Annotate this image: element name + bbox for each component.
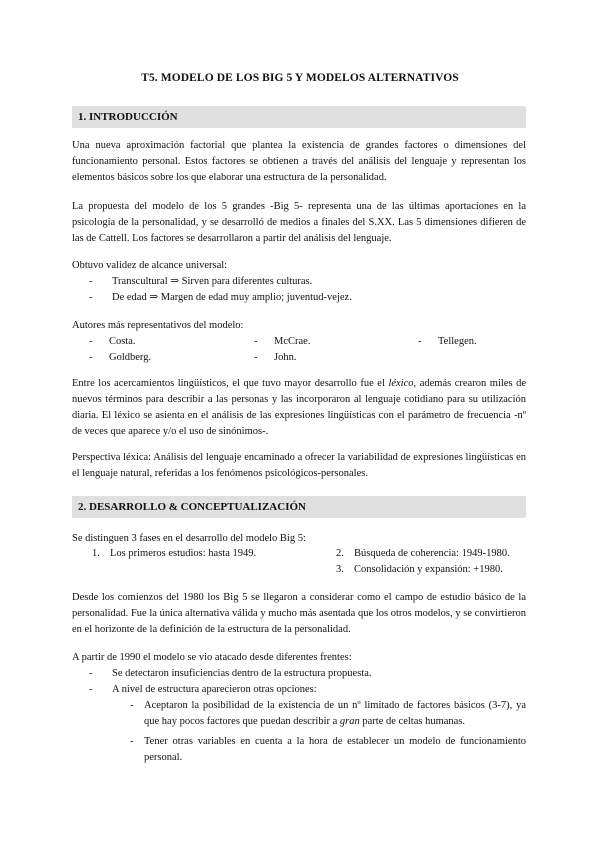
- sub-list-item: [72, 734, 526, 766]
- intro-paragraph-2: [72, 199, 526, 247]
- lexical-text-part: Entre los acercamientos lingüísticos, el que tuvo mayor desarrollo fue el: [72, 378, 389, 389]
- author-name: John.: [274, 352, 297, 363]
- lexical-perspective-text: Perspectiva léxica: Análisis del lenguaje encaminado a ofrecer la variabilidad de expresiones lingüísticas en el lenguaje natural, referidas a los fenómenos psicológicos-personales.: [72, 452, 526, 479]
- validity-intro: Obtuvo validez de alcance universal:: [72, 260, 228, 271]
- author-name: Tellegen.: [438, 336, 477, 347]
- page-title: T5. MODELO DE LOS BIG 5 Y MODELOS ALTERNATIVOS: [141, 72, 459, 84]
- phase-label: Búsqueda de coherencia: 1949-1980.: [354, 548, 510, 559]
- sub-list: [72, 698, 526, 766]
- phases-intro: Se distinguen 3 fases en el desarrollo del modelo Big 5:: [72, 533, 306, 544]
- list-item: [72, 682, 526, 698]
- dash-bullet: -: [89, 668, 93, 679]
- validity-list: [72, 274, 526, 306]
- attacks-list: [72, 666, 526, 698]
- development-paragraph-text: Desde los comienzos del 1980 los Big 5 se llegaron a considerar como el campo de estudio básico de la personalidad. Fue la única alternativa válida y mucho más asentada que los otros modelos, y se convirtieron en el horizonte de la definición de la estructura de la personalidad.: [72, 592, 526, 635]
- development-paragraph: [72, 590, 526, 638]
- dash-bullet: -: [254, 352, 258, 363]
- list-item: [72, 274, 526, 290]
- author-name: Goldberg.: [109, 352, 152, 363]
- lexical-perspective-paragraph: [72, 450, 526, 482]
- list-item-text: Se detectaron insuficiencias dentro de la estructura propuesta.: [112, 668, 372, 679]
- phase-item: [336, 562, 526, 578]
- list-item-text: Transcultural ⇒ Sirven para diferentes culturas.: [112, 276, 313, 287]
- phase-number: 1.: [92, 548, 100, 559]
- authors-list: [72, 334, 526, 366]
- sub-list-item-text: Tener otras variables en cuenta a la hora de establecer un modelo de funcionamiento personal.: [144, 736, 526, 763]
- dash-bullet: -: [254, 336, 258, 347]
- lexical-text-part: , además crearon miles de nuevos términos para describir a las personas y las incorporaron al lenguaje cotidiano para su utilización diaria. El léxico se asienta en el análisis de las expresiones lingüísticas con el parámetro de frecuencia -nº de veces que aparece y/o el uso de sinónimos-.: [72, 378, 526, 437]
- list-item-text: A nivel de estructura aparecieron otras opciones:: [112, 684, 317, 695]
- attacks-intro: A partir de 1990 el modelo se vio atacado desde diferentes frentes:: [72, 652, 352, 663]
- section-heading-desarrollo: 2. DESARROLLO & CONCEPTUALIZACIÓN: [72, 496, 526, 518]
- phase-item: [92, 546, 292, 562]
- list-item-text: De edad ⇒ Margen de edad muy amplio; juventud-vejez.: [112, 292, 352, 303]
- list-item: [72, 666, 526, 682]
- sub-emphasis: gran: [339, 716, 360, 727]
- phase-number: 3.: [336, 564, 344, 575]
- sub-text-part: parte de celtas humanas.: [359, 716, 466, 727]
- intro-paragraph-1-text: Una nueva aproximación factorial que plantea la existencia de grandes factores o dimensiones del funcionamiento personal. Estos factores se obtienen a través del análisis del lenguaje y representan los elementos básicos sobre los que elaborar una estructura de la personalidad.: [72, 140, 526, 183]
- dash-bullet: -: [89, 292, 93, 303]
- sub-list-item-text: [144, 698, 526, 730]
- lexical-paragraph-text: [72, 376, 526, 440]
- phase-item: [336, 546, 526, 562]
- sub-list-item: [72, 698, 526, 730]
- intro-paragraph-2-text: La propuesta del modelo de los 5 grandes -Big 5- representa una de las últimas aportaciones en la psicología de la personalidad, y se desarrolló de medios a finales del S.XX. Las 5 dimensiones difieren de las de Cattell. Los factores se desarrollaron a partir del análisis del lenguaje.: [72, 201, 526, 244]
- phase-number: 2.: [336, 548, 344, 559]
- dash-bullet: -: [89, 352, 93, 363]
- intro-paragraph-1: [72, 138, 526, 186]
- phase-label: Los primeros estudios: hasta 1949.: [110, 548, 257, 559]
- author-name: Costa.: [109, 336, 136, 347]
- lexical-paragraph: [72, 376, 526, 440]
- dash-bullet: -: [89, 684, 93, 695]
- sub-text-part: Aceptaron la posibilidad de la existencia de un nº limitado de factores básicos (3-7), ya que hay pocos factores que puedan describir a: [144, 700, 526, 727]
- dash-bullet: -: [418, 336, 422, 347]
- author-name: McCrae.: [274, 336, 311, 347]
- dash-bullet: -: [130, 700, 134, 711]
- list-item: [72, 290, 526, 306]
- dash-bullet: -: [89, 336, 93, 347]
- lexical-emphasis: léxico: [388, 378, 414, 389]
- dash-bullet: -: [130, 736, 134, 747]
- authors-intro: Autores más representativos del modelo:: [72, 320, 244, 331]
- section-heading-introduccion: 1. INTRODUCCIÓN: [72, 106, 526, 128]
- phase-label: Consolidación y expansión: +1980.: [354, 564, 503, 575]
- dash-bullet: -: [89, 276, 93, 287]
